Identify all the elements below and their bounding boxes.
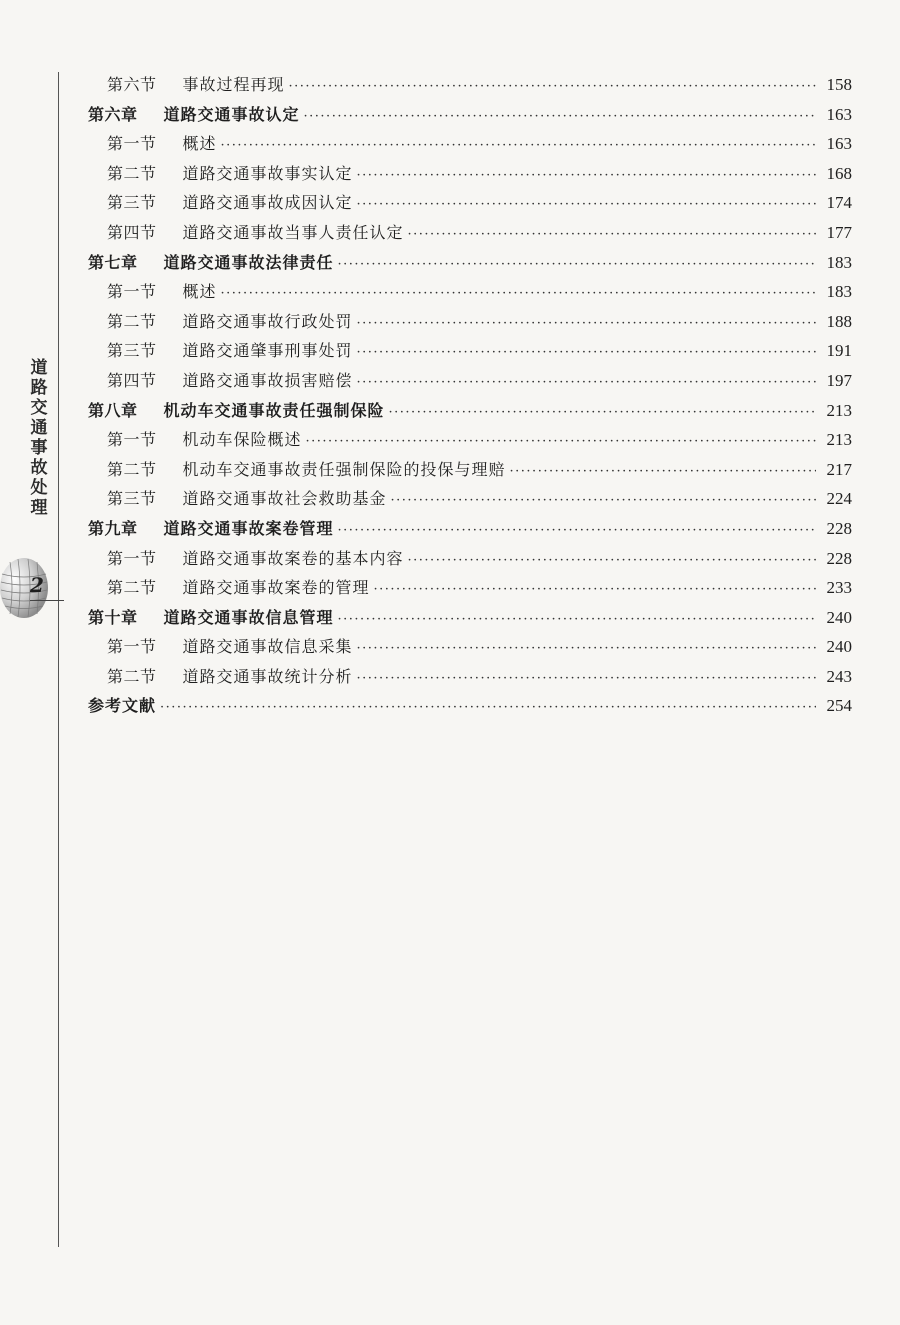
toc-page-number: 213: [826, 430, 852, 450]
dot-leader: [357, 190, 816, 220]
dot-leader: [338, 516, 816, 546]
toc-entry-label: 第二节: [107, 666, 157, 686]
toc-entry-title: 道路交通事故当事人责任认定: [182, 222, 404, 242]
toc-entry-title: 机动车保险概述: [182, 430, 302, 450]
margin-rule: [58, 72, 59, 1247]
toc-chapter-entry: [88, 100, 852, 130]
toc-entry-label: 第七章: [88, 252, 138, 272]
dot-leader: [391, 486, 816, 516]
toc-entry-label: 第二节: [107, 163, 157, 183]
toc-page-number: 228: [826, 518, 852, 538]
toc-entry-label: 第六节: [107, 75, 157, 94]
toc-entry-title: 道路交通事故案卷管理: [163, 518, 334, 538]
toc-page-number: 213: [826, 400, 852, 420]
toc-entry-title: 道路交通事故认定: [163, 104, 300, 124]
toc-entry-label: 第三节: [107, 341, 157, 361]
toc-entry-title: 道路交通事故案卷的基本内容: [182, 548, 404, 568]
toc-entry-title: 机动车交通事故责任强制保险: [163, 400, 385, 420]
toc-section-entry: [88, 188, 852, 218]
toc-section-entry: [88, 70, 852, 100]
toc-page-number: 183: [826, 252, 852, 272]
toc-section-entry: [88, 218, 852, 248]
dot-leader: [357, 664, 816, 694]
page-number-rule: [30, 600, 64, 601]
dot-leader: [510, 457, 816, 487]
toc-entry-label: 第六章: [88, 104, 138, 124]
toc-entry-title: 道路交通事故损害赔偿: [182, 370, 353, 390]
toc-chapter-entry: [88, 248, 852, 278]
toc-page-number: 158: [826, 75, 852, 94]
toc-page-number: 228: [826, 548, 852, 568]
toc-entry-label: 第二节: [107, 311, 157, 331]
toc-entry-title: 事故过程再现: [182, 75, 285, 94]
dot-leader: [357, 368, 816, 398]
toc-page-number: 224: [826, 489, 852, 509]
dot-leader: [306, 427, 816, 457]
toc-entry-label: 第一节: [107, 637, 157, 657]
toc-section-entry: [88, 159, 852, 189]
toc-entry-title: 道路交通事故成因认定: [182, 193, 353, 213]
toc-section-entry: [88, 336, 852, 366]
toc-entry-title: 道路交通事故案卷的管理: [182, 578, 370, 598]
toc-page-number: 197: [826, 370, 852, 390]
dot-leader: [357, 634, 816, 664]
toc-entry-title: 道路交通事故社会救助基金: [182, 489, 387, 509]
toc-chapter-entry: [88, 691, 852, 721]
toc-section-entry: [88, 484, 852, 514]
toc-entry-title: 道路交通事故事实认定: [182, 163, 353, 183]
dot-leader: [357, 338, 816, 368]
toc-page-number: 188: [826, 311, 852, 331]
toc-page-number: 243: [826, 666, 852, 686]
dot-leader: [221, 131, 816, 161]
toc-entry-label: 第二节: [107, 578, 157, 598]
toc-page-number: 254: [826, 696, 852, 716]
toc-section-entry: [88, 662, 852, 692]
toc-entry-label: 第九章: [88, 518, 138, 538]
toc-entry-label: 第一节: [107, 430, 157, 450]
toc-entry-label: 第三节: [107, 489, 157, 509]
toc-entry-label: 第三节: [107, 193, 157, 213]
toc-section-entry: [88, 632, 852, 662]
toc-section-entry: [88, 573, 852, 603]
dot-leader: [338, 250, 816, 280]
toc-page-number: 240: [826, 607, 852, 627]
dot-leader: [408, 220, 816, 250]
dot-leader: [408, 546, 816, 576]
toc-entry-label: 第八章: [88, 400, 138, 420]
toc-page-number: 163: [826, 104, 852, 124]
dot-leader: [338, 605, 816, 635]
toc-entry-title: 概述: [182, 282, 217, 302]
toc-entry-title: 道路交通事故信息采集: [182, 637, 353, 657]
toc-entry-title: 道路交通肇事刑事处罚: [182, 341, 353, 361]
toc-entry-title: 道路交通事故统计分析: [182, 666, 353, 686]
toc-page-number: 168: [826, 163, 852, 183]
dot-leader: [304, 102, 816, 132]
toc-entry-title: 参考文献: [88, 696, 157, 716]
toc-page-number: 217: [826, 459, 852, 479]
toc-entry-title: 道路交通事故法律责任: [163, 252, 334, 272]
toc-entry-title: 概述: [182, 134, 217, 154]
toc-section-entry: [88, 277, 852, 307]
page-number: 2: [30, 573, 44, 597]
toc-entry-title: 道路交通事故信息管理: [163, 607, 334, 627]
dot-leader: [389, 398, 816, 428]
toc-page-number: 191: [826, 341, 852, 361]
book-title-vertical: 道路交通事故处理: [30, 358, 48, 518]
toc-section-entry: [88, 129, 852, 159]
dot-leader: [357, 309, 816, 339]
toc-entry-label: 第一节: [107, 548, 157, 568]
toc-chapter-entry: [88, 396, 852, 426]
toc-entry-label: 第四节: [107, 222, 157, 242]
toc-section-entry: [88, 307, 852, 337]
toc-entry-label: 第四节: [107, 370, 157, 390]
toc-entry-title: 道路交通事故行政处罚: [182, 311, 353, 331]
toc-chapter-entry: [88, 514, 852, 544]
dot-leader: [289, 72, 816, 102]
toc-page-number: 183: [826, 282, 852, 302]
toc-chapter-entry: [88, 603, 852, 633]
dot-leader: [357, 161, 816, 191]
toc-page-number: 233: [826, 578, 852, 598]
toc-entry-label: 第十章: [88, 607, 138, 627]
toc-page-number: 177: [826, 222, 852, 242]
toc-page-number: 163: [826, 134, 852, 154]
toc-section-entry: [88, 366, 852, 396]
dot-leader: [221, 279, 816, 309]
toc-entry-label: 第一节: [107, 282, 157, 302]
toc-entry-label: 第一节: [107, 134, 157, 154]
toc-section-entry: [88, 544, 852, 574]
toc-entry-title: 机动车交通事故责任强制保险的投保与理赔: [182, 459, 506, 479]
toc-page-number: 240: [826, 637, 852, 657]
toc-page-number: 174: [826, 193, 852, 213]
dot-leader: [160, 693, 816, 723]
table-of-contents: [88, 70, 852, 721]
toc-entry-label: 第二节: [107, 459, 157, 479]
toc-section-entry: [88, 425, 852, 455]
dot-leader: [374, 575, 816, 605]
toc-section-entry: [88, 455, 852, 485]
